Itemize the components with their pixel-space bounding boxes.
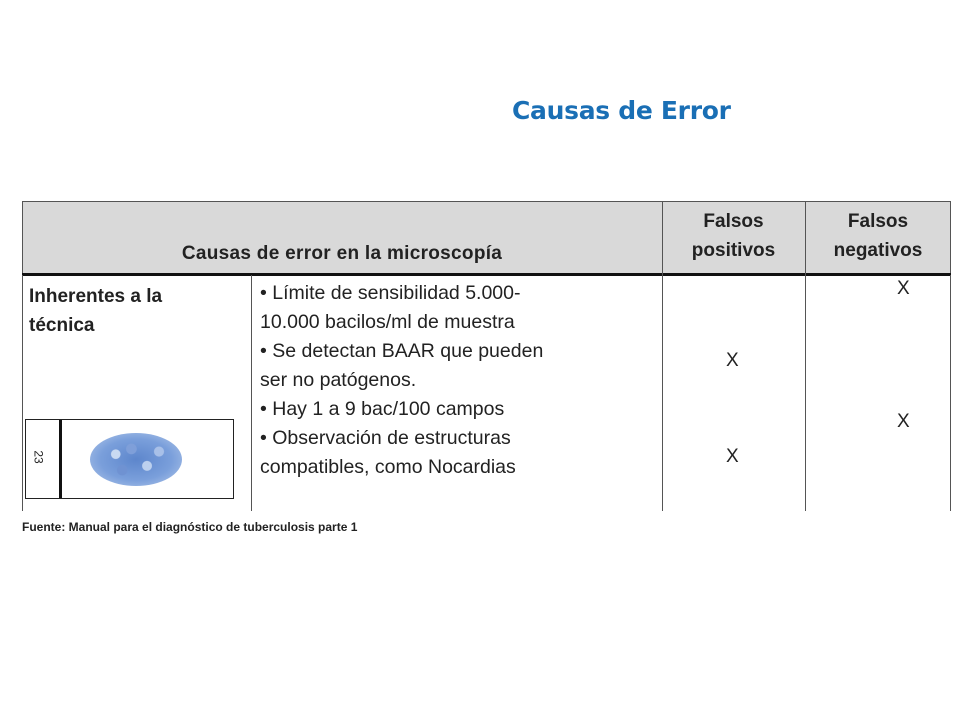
body-col-divider-2 bbox=[662, 275, 663, 511]
body-col-divider-1 bbox=[251, 275, 252, 511]
slide-label-band bbox=[59, 420, 62, 498]
header-fn-line-1: Falsos bbox=[847, 211, 909, 232]
category-cell bbox=[29, 282, 249, 340]
list-item-line: • Límite de sensibilidad 5.000- bbox=[260, 282, 521, 304]
header-fp-line-2: positivos bbox=[691, 240, 776, 261]
source-note: Fuente: Manual para el diagnóstico de tuberculosis parte 1 bbox=[22, 520, 358, 534]
list-item bbox=[260, 279, 660, 337]
header-false-positives bbox=[662, 207, 805, 265]
list-item bbox=[260, 424, 660, 482]
body-col-divider-3 bbox=[805, 275, 806, 511]
mark-item3-false-negative: X bbox=[897, 411, 910, 432]
causes-list bbox=[260, 279, 660, 482]
category-line-2: técnica bbox=[29, 315, 95, 336]
list-item-line: • Hay 1 a 9 bac/100 campos bbox=[260, 398, 505, 420]
header-fp-line-1: Falsos bbox=[703, 211, 764, 232]
list-item bbox=[260, 395, 660, 424]
category-line-1: Inherentes a la bbox=[29, 286, 163, 307]
list-item-line: • Se detectan BAAR que pueden bbox=[260, 340, 544, 362]
list-item-line: • Observación de estructuras bbox=[260, 427, 511, 449]
list-item-line: compatibles, como Nocardias bbox=[260, 456, 516, 478]
list-item-line: 10.000 bacilos/ml de muestra bbox=[260, 311, 515, 333]
list-item bbox=[260, 337, 660, 395]
body-right-border bbox=[950, 275, 951, 511]
mark-item1-false-negative: X bbox=[897, 278, 910, 299]
header-false-negatives bbox=[805, 207, 951, 265]
body-left-border bbox=[22, 275, 23, 511]
mark-item2-false-positive: X bbox=[726, 350, 739, 371]
list-item-line: ser no patógenos. bbox=[260, 369, 417, 391]
slide-title: Causas de Error bbox=[512, 96, 731, 125]
smear-stain bbox=[90, 433, 182, 486]
error-causes-table bbox=[22, 201, 951, 511]
microscope-slide-image bbox=[25, 419, 234, 499]
header-fn-line-2: negativos bbox=[833, 240, 923, 261]
header-causes: Causas de error en la microscopía bbox=[181, 243, 503, 264]
mark-item4-false-positive: X bbox=[726, 446, 739, 467]
header-divider bbox=[22, 273, 951, 276]
slide-number: 23 bbox=[31, 450, 46, 464]
